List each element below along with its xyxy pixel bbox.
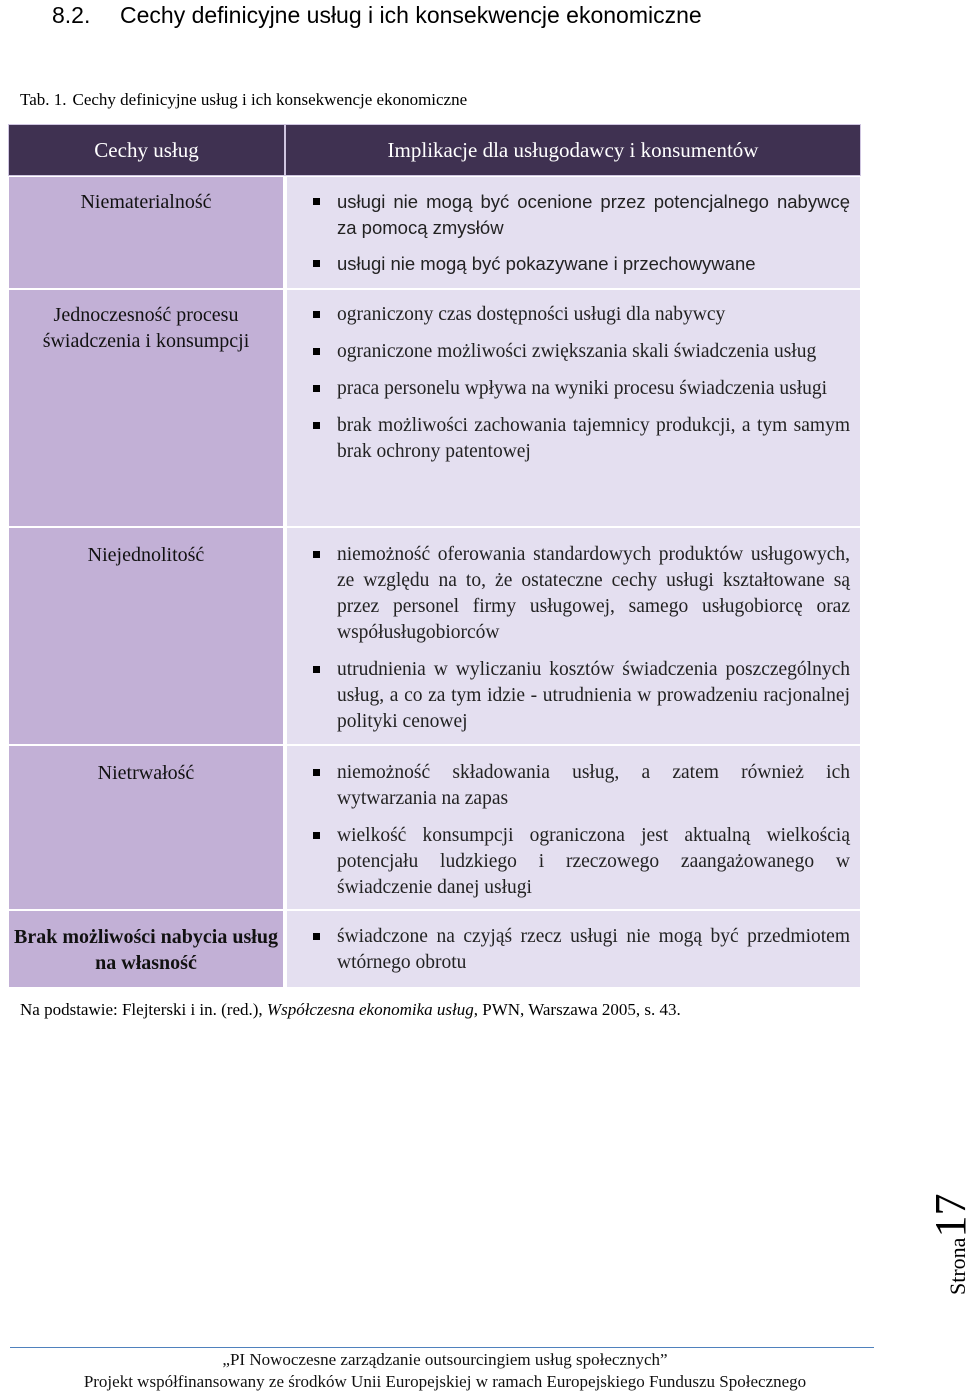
table-caption — [20, 90, 467, 110]
source-book-title: Współczesna ekonomika usług — [266, 1000, 474, 1019]
table-row-feature — [8, 176, 285, 289]
list-item: wielkość konsumpcji ograniczona jest aktualną wielkością potencjału ludzkiego i rzeczowego zaangażowanego w świadczenie danej usługi — [317, 823, 850, 901]
section-title: Cechy definicyjne usług i ich konsekwencje ekonomiczne — [120, 2, 702, 28]
table-row-feature — [8, 527, 285, 745]
page-number-marker — [925, 1194, 976, 1295]
page-number: 17 — [926, 1193, 975, 1238]
list-item: utrudnienia w wyliczaniu kosztów świadczenia poszczególnych usług, a co za tym idzie - utrudnienia w prowadzeniu racjonalnej polityki cenowej — [317, 657, 850, 735]
header-features: Cechy usług — [8, 124, 285, 176]
list-item: ograniczone możliwości zwiększania skali świadczenia usług — [317, 339, 850, 365]
table-caption-label: Tab. 1. — [20, 90, 67, 109]
table-row-implications — [285, 745, 861, 910]
table-row-implications — [285, 910, 861, 988]
implications-list — [317, 760, 850, 901]
page-word: Strona — [945, 1237, 970, 1295]
list-item: usługi nie mogą być pokazywane i przechowywane — [317, 251, 850, 277]
table-row-feature — [8, 289, 285, 527]
implications-list — [317, 302, 850, 465]
feature-label: Nietrwałość — [97, 762, 195, 784]
list-item: ograniczony czas dostępności usługi dla nabywcy — [317, 302, 850, 328]
table-row-implications — [285, 527, 861, 745]
list-item: usługi nie mogą być ocenione przez potencjalnego nabywcę za pomocą zmysłów — [317, 189, 850, 241]
source-prefix: Na podstawie: Flejterski i in. (red.), — [20, 1000, 267, 1019]
implications-list — [317, 924, 850, 976]
list-item: brak możliwości zachowania tajemnicy produkcji, a tym samym brak ochrony patentowej — [317, 413, 850, 465]
list-item: niemożność oferowania standardowych produktów usługowych, ze względu na to, że ostateczne cechy usługi kształtowane są przez personel firmy usługowej, samego usługobiorcę oraz współusługobiorców — [317, 542, 850, 646]
section-number: 8.2. — [52, 2, 91, 28]
footer-funding-note: Projekt współfinansowany ze środków Unii Europejskiej w ramach Europejskiego Funduszu Społecznego — [83, 1372, 807, 1391]
list-item: niemożność składowania usług, a zatem również ich wytwarzania na zapas — [317, 760, 850, 812]
feature-label: Brak możliwości nabycia usług na własność — [14, 926, 278, 974]
feature-label: Niejednolitość — [87, 544, 205, 566]
header-implications: Implikacje dla usługodawcy i konsumentów — [285, 124, 861, 176]
implications-list — [317, 189, 850, 277]
table-row-implications — [285, 176, 861, 289]
feature-label: Jednoczesność procesu świadczenia i konsumpcji — [42, 304, 250, 352]
table-caption-text: Cechy definicyjne usług i ich konsekwencje ekonomiczne — [72, 90, 468, 109]
footer-divider — [10, 1347, 874, 1348]
table-row-feature — [8, 745, 285, 910]
list-item: świadczone na czyjąś rzecz usługi nie mogą być przedmiotem wtórnego obrotu — [317, 924, 850, 976]
table-row-implications — [285, 289, 861, 527]
implications-list — [317, 542, 850, 735]
feature-label: Niematerialność — [80, 191, 212, 213]
section-heading — [52, 0, 702, 30]
list-item: praca personelu wpływa na wyniki procesu świadczenia usługi — [317, 376, 850, 402]
table-row-feature — [8, 910, 285, 988]
footer-project-title: „PI Nowoczesne zarządzanie outsourcingiem usług społecznych” — [222, 1350, 668, 1369]
source-note — [20, 1000, 681, 1020]
source-suffix: , PWN, Warszawa 2005, s. 43. — [473, 1000, 681, 1019]
